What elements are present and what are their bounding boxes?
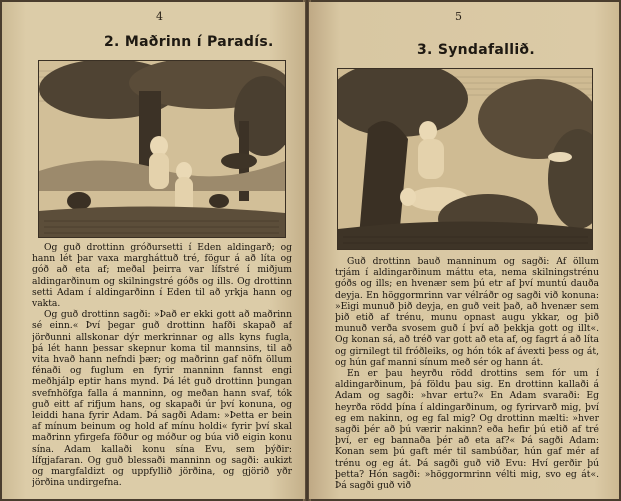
right-page xyxy=(309,2,619,499)
fall-illustration xyxy=(337,68,593,250)
section-heading-left: 2. Maðrinn í Paradís. xyxy=(104,34,274,50)
left-page xyxy=(2,2,305,499)
section-heading-right: 3. Syndafallið. xyxy=(417,42,535,58)
body-text-right xyxy=(335,256,599,496)
body-text-left xyxy=(32,242,292,494)
fall-engraving-image xyxy=(338,69,592,249)
page-number-left: 4 xyxy=(156,10,163,23)
paradise-illustration xyxy=(38,60,286,238)
paradise-engraving-image xyxy=(39,61,285,237)
paragraph: Guð drottinn bauð manninum og sagði: Af öllum trjám í aldingarðinum máttu eta, nema skilningstrénu góðs og ills; en hvenær sem þú etr af því muntú dauða deyja. En höggormrinn var vélráðr og sagði við konuna: »Eigi munuð þið deyja, en guð veit það, að hvenær sem þið etið af trénu, munu opnast augu ykkar, og þið munuð verða svosem guð í því að þekkja gott og illt«. Og konan sá, að tréð var gott að eta af, og fagrt á að líta og girnilegt til fróðleiks, og hón tók af ávexti þess og át, og hún gaf manni sínum með sér og hann át. xyxy=(335,256,599,368)
page-number-right: 5 xyxy=(455,10,462,23)
paragraph: Og guð drottinn sagði: »Það er ekki gott að maðrinn sé einn.« Því þegar guð drottinn hafði skapað af jörðunni allskonar dýr merkrinnar og alls kyns fugla, þá lét hann þessar skepnur koma til mannsins, til að vita hvað hann nefndi þær; og maðrinn gaf nöfn öllum fénaði og fuglum en fyrir manninn fannst engi meðhjálp eptir hans mynd. Þá lét guð drottinn þungan svefnhöfga falla á manninn, og meðan hann svaf, tók guð eitt af rifjum hans, og skapaði úr því konuna, og leiddi hana fyrir Adam. Þá sagði Adam: »Þetta er bein af mínum beinum og hold af mínu holdi« fyrir því skal maðrinn yfirgefa föður og móður og búa við eigin konu sína. Adam kallaði konu sína Evu, sem þýðir: lífgjafaran. Og guð blessaði manninn og sagði: aukizt og margfaldizt og uppfyllið jörðina, og gjörið yðr jörðina undirgefna. xyxy=(32,309,292,489)
paragraph: En er þau heyrðu rödd drottins sem fór um í aldingarðinum, þá földu þau sig. En drottinn kallaði á Adam og sagði: »hvar ertu?« En Adam svaraði: Eg heyrða rödd þína í aldingarðinum, og fyrirvarð mig, því eg em nakinn, og eg fal mig? Og drottinn mælti: »hver sagði þér að þú værir nakinn? eða hefir þú etið af tré því, er eg bannaða þér að eta af?« Þá sagði Adam: Konan sem þú gaft mér til sambúðar, hún gaf mér af trénu og eg át. Þá sagði guð við Evu: Hví gerðir þú þetta? Hón sagði: »höggormrinn vélti mig, svo eg át«. Þá sagði guð við xyxy=(335,368,599,492)
paragraph: Og guð drottinn gróðursetti í Eden aldingarð; og hann lét þar vaxa margháttuð tré, fögur á að líta og góð að eta af; meðal þeirra var lífstré í miðjum aldingarðinum og skilningstré góðs og ills. Og drottinn setti Adam í aldingarðinn í Eden til að yrkja hann og vakta. xyxy=(32,242,292,310)
